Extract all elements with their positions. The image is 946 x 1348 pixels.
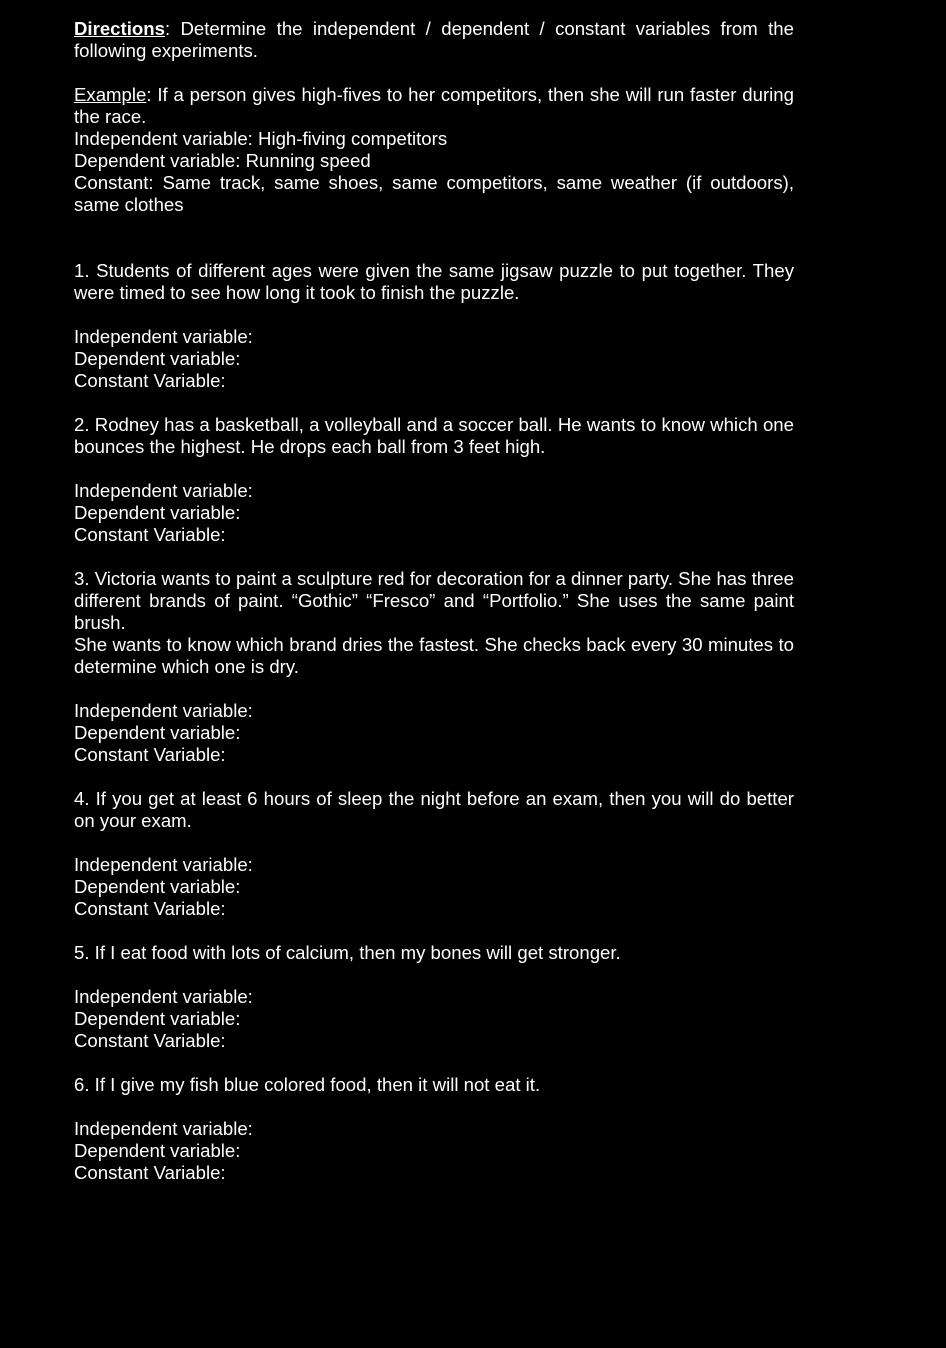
question-text: 3. Victoria wants to paint a sculpture red for decoration for a dinner party. She has three different brands of paint. “Gothic” “Fresco” and “Portfolio.” She uses the same paint brush. — [74, 568, 794, 633]
answer-lines — [74, 986, 794, 1052]
constant-variable-label: Constant Variable: — [74, 1030, 226, 1051]
answer-lines — [74, 1118, 794, 1184]
question-block — [74, 260, 794, 414]
question-text: 4. If you get at least 6 hours of sleep the night before an exam, then you will do better on your exam. — [74, 788, 794, 831]
dependent-variable-label: Dependent variable: — [74, 502, 241, 523]
answer-lines — [74, 326, 794, 392]
independent-variable-label: Independent variable: — [74, 1118, 253, 1139]
directions-label: Directions — [74, 18, 165, 39]
constant-variable-label: Constant Variable: — [74, 1162, 226, 1183]
question-text: 5. If I eat food with lots of calcium, then my bones will get stronger. — [74, 942, 621, 963]
answer-lines — [74, 854, 794, 920]
question-block — [74, 788, 794, 942]
example-paragraph — [74, 84, 794, 128]
question-block — [74, 1074, 794, 1184]
question-block — [74, 568, 794, 788]
constant-variable-label: Constant Variable: — [74, 744, 226, 765]
question-text: 2. Rodney has a basketball, a volleyball and a soccer ball. He wants to know which one bounces the highest. He drops each ball from 3 feet high. — [74, 414, 794, 457]
question-text: She wants to know which brand dries the fastest. She checks back every 30 minutes to determine which one is dry. — [74, 634, 794, 677]
example-dependent: Dependent variable: Running speed — [74, 150, 371, 171]
constant-variable-label: Constant Variable: — [74, 370, 226, 391]
example-label: Example — [74, 84, 147, 105]
dependent-variable-label: Dependent variable: — [74, 348, 241, 369]
question-text: 1. Students of different ages were given the same jigsaw puzzle to put together. They were timed to see how long it took to finish the puzzle. — [74, 260, 794, 303]
example-independent: Independent variable: High-fiving competitors — [74, 128, 448, 149]
question-list — [74, 260, 794, 1184]
independent-variable-label: Independent variable: — [74, 700, 253, 721]
independent-variable-label: Independent variable: — [74, 326, 253, 347]
dependent-variable-label: Dependent variable: — [74, 1008, 241, 1029]
constant-variable-label: Constant Variable: — [74, 898, 226, 919]
constant-variable-label: Constant Variable: — [74, 524, 226, 545]
directions-paragraph — [74, 18, 794, 62]
dependent-variable-label: Dependent variable: — [74, 722, 241, 743]
example-text: : If a person gives high-fives to her competitors, then she will run faster during the race. — [74, 84, 794, 127]
answer-lines — [74, 480, 794, 546]
dependent-variable-label: Dependent variable: — [74, 1140, 241, 1161]
independent-variable-label: Independent variable: — [74, 480, 253, 501]
dependent-variable-label: Dependent variable: — [74, 876, 241, 897]
directions-text: : Determine the independent / dependent / constant variables from the following experiments. — [74, 18, 794, 61]
question-block — [74, 414, 794, 568]
worksheet-content — [74, 18, 794, 1184]
answer-lines — [74, 700, 794, 766]
question-block — [74, 942, 794, 1074]
independent-variable-label: Independent variable: — [74, 854, 253, 875]
question-text: 6. If I give my fish blue colored food, then it will not eat it. — [74, 1074, 541, 1095]
example-constant: Constant: Same track, same shoes, same competitors, same weather (if outdoors), same clothes — [74, 172, 794, 215]
independent-variable-label: Independent variable: — [74, 986, 253, 1007]
